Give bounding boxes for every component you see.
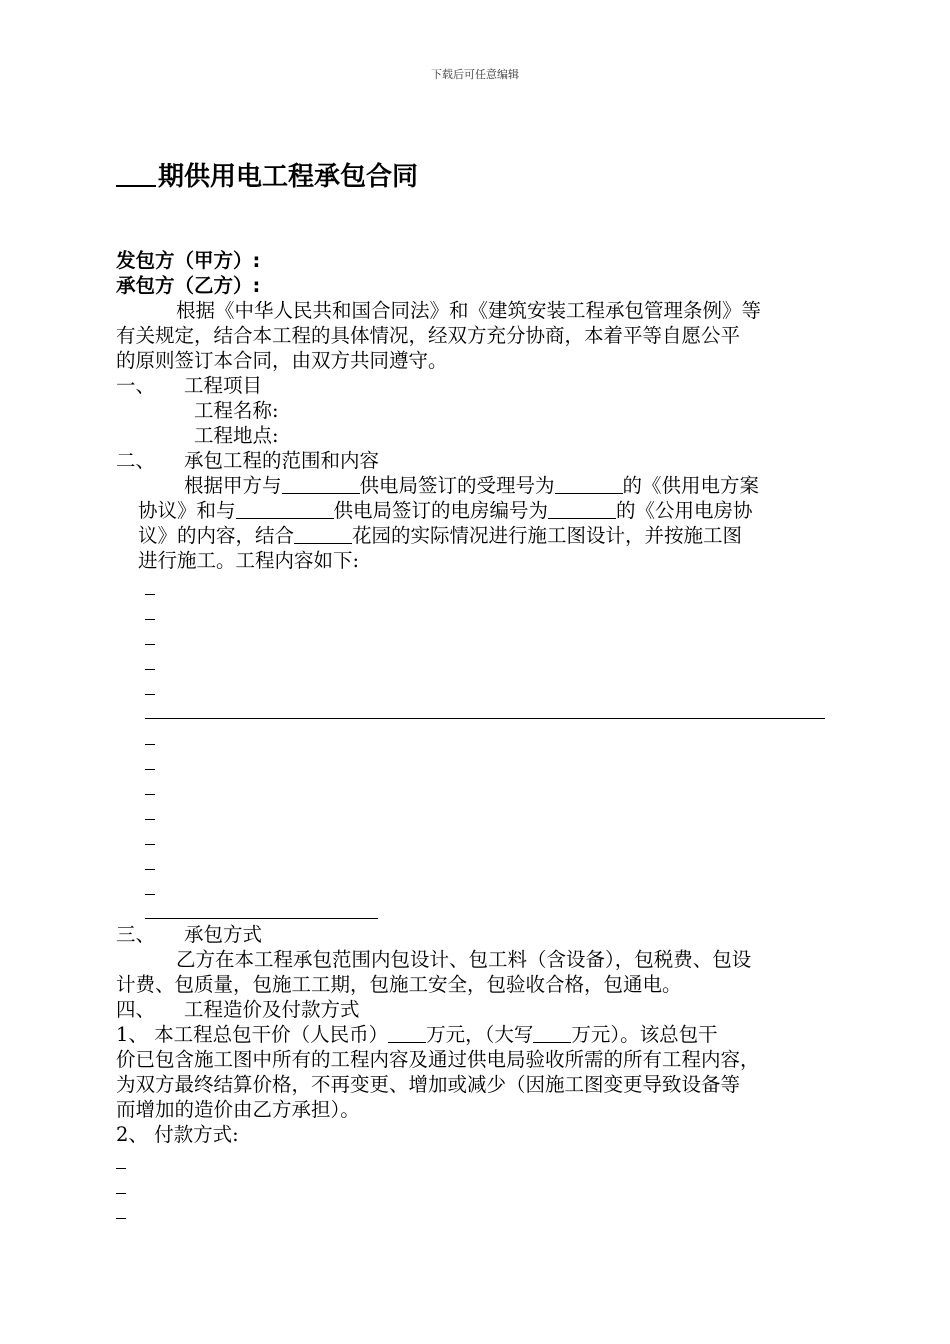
- list-dash: [145, 769, 155, 770]
- price-line-4: 而增加的造价由乙方承担）。: [116, 1098, 360, 1121]
- blank-field: [282, 475, 360, 494]
- project-place-label: 工程地点:: [194, 424, 279, 447]
- page-header: 下载后可任意编辑: [431, 68, 519, 81]
- party-b-label: 承包方（乙方）:: [116, 274, 261, 297]
- project-name-label: 工程名称:: [194, 399, 279, 422]
- list-dash: [145, 869, 155, 870]
- blank-field: [533, 1024, 571, 1043]
- contract-mode-line-1: 乙方在本工程承包范围内包设计、包工料（含设备），包税费、包设: [176, 948, 752, 971]
- blank-field: [294, 525, 352, 544]
- section-4-num: 四、: [116, 998, 156, 1021]
- party-a-label: 发包方（甲方）:: [116, 249, 261, 272]
- scope-line-4: 进行施工。工程内容如下:: [138, 549, 360, 572]
- period-blank: [116, 185, 156, 187]
- intro-line-2: 有关规定，结合本工程的具体情况，经双方充分协商，本着平等自愿公平: [116, 324, 741, 347]
- scope-line-3: 议》的内容，结合 花园的实际情况进行施工图设计，并按施工图: [138, 524, 743, 547]
- intro-line-3: 的原则签订本合同，由双方共同遵守。: [116, 349, 448, 372]
- section-1-num: 一、: [116, 374, 156, 397]
- list-dash: [116, 1168, 126, 1169]
- list-dash: [145, 694, 155, 695]
- scope-line-1: 根据甲方与 供电局签订的受理号为 的《供用电方案: [184, 474, 760, 497]
- title-text: 期供用电工程承包合同: [158, 162, 419, 192]
- section-1-title: 工程项目: [184, 374, 263, 397]
- payment-method-label: 2、 付款方式:: [116, 1123, 239, 1146]
- list-dash: [145, 844, 155, 845]
- section-3-title: 承包方式: [184, 923, 263, 946]
- list-dash: [116, 1193, 126, 1194]
- list-dash: [145, 594, 155, 595]
- intro-line-1: 根据《中华人民共和国合同法》和《建筑安装工程承包管理条例》等: [176, 299, 762, 322]
- price-line-3: 为双方最终结算价格，不再变更、增加或减少（因施工图变更导致设备等: [116, 1073, 741, 1096]
- list-dash: [145, 669, 155, 670]
- blank-field: [236, 500, 334, 519]
- price-line-2: 价已包含施工图中所有的工程内容及通过供电局验收所需的所有工程内容，: [116, 1048, 760, 1071]
- blank-field: [555, 475, 623, 494]
- list-dash: [145, 644, 155, 645]
- list-dash: [116, 1218, 126, 1219]
- list-dash: [145, 619, 155, 620]
- contract-mode-line-2: 计费、包质量，包施工工期，包施工安全，包验收合格，包通电。: [116, 973, 682, 996]
- section-2-title: 承包工程的范围和内容: [184, 449, 380, 472]
- section-3-num: 三、: [116, 923, 156, 946]
- price-line-1: 1、 本工程总包干价（人民币） 万元，（大写 万元）。该总包干: [116, 1023, 718, 1046]
- blank-field: [388, 1024, 426, 1043]
- long-rule: [145, 718, 825, 719]
- list-dash: [145, 819, 155, 820]
- section-2-num: 二、: [116, 449, 156, 472]
- list-dash: [145, 744, 155, 745]
- list-dash: [145, 794, 155, 795]
- blank-field: [548, 500, 616, 519]
- contract-title: [116, 156, 418, 193]
- section-4-title: 工程造价及付款方式: [184, 998, 360, 1021]
- scope-line-2: 协议》和与 供电局签订的电房编号为 的《公用电房协: [138, 499, 753, 522]
- list-dash: [145, 894, 155, 895]
- short-rule: [145, 918, 378, 919]
